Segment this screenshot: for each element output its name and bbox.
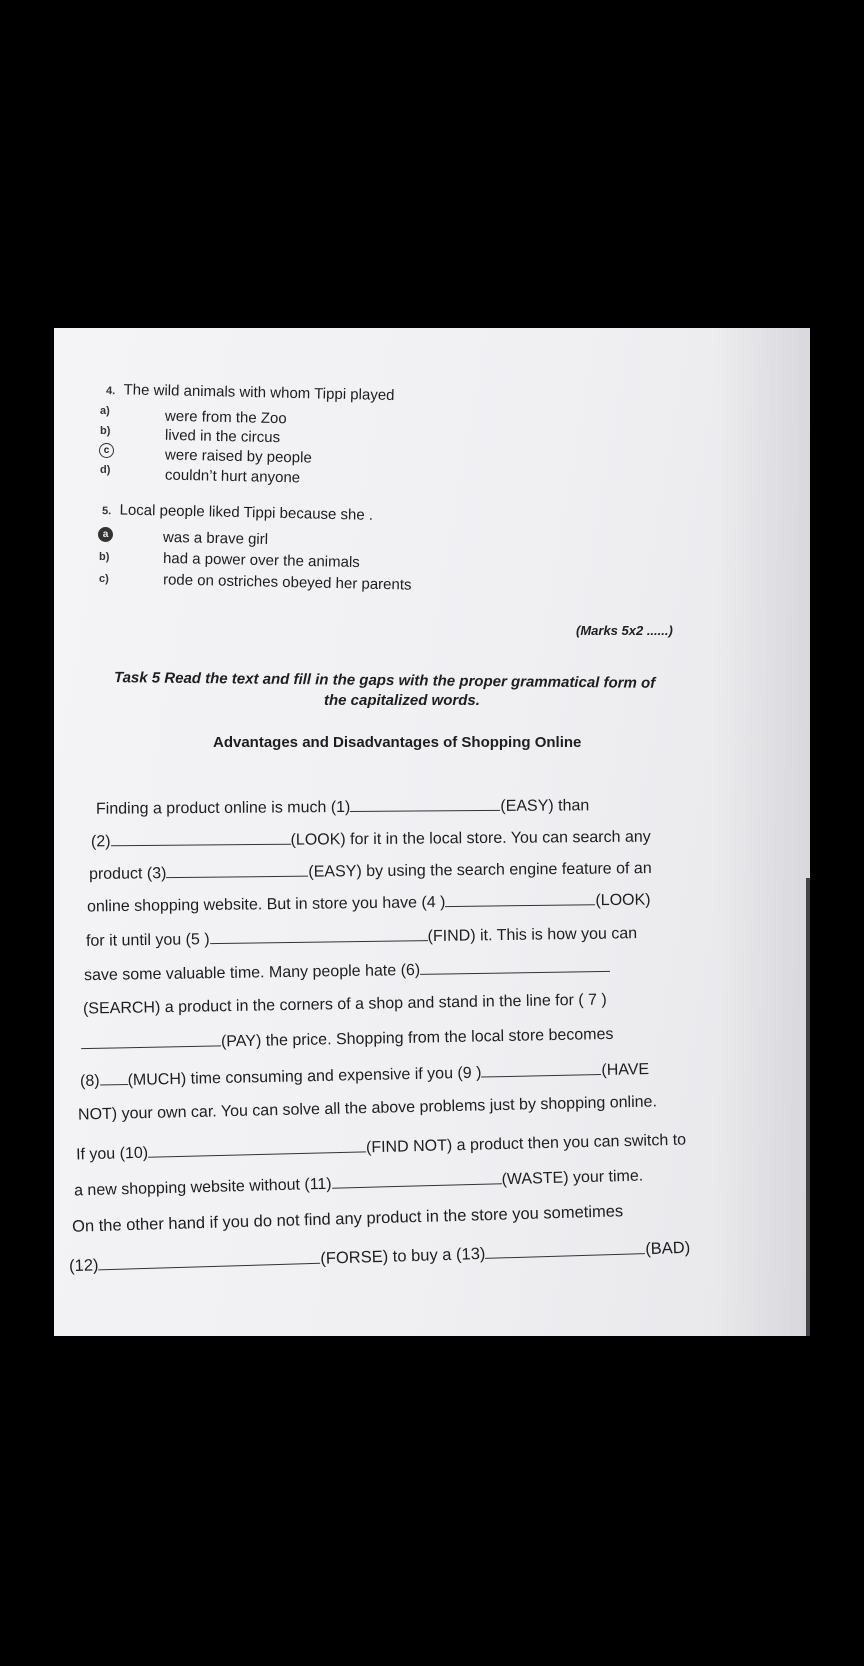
- q4-option-c-text: were raised by people: [164, 446, 312, 467]
- question-4-stem: 4. The wild animals with whom Tippi played: [105, 381, 395, 405]
- q4-option-d-letter: d): [100, 464, 111, 476]
- q4-option-b-letter: b): [100, 425, 111, 437]
- passage-line-3: product (3) (EASY) by using the search engine feature of an: [88, 860, 652, 883]
- gap-5[interactable]: [209, 927, 427, 944]
- gap-1[interactable]: [350, 797, 500, 812]
- passage-line-11: If you (10) (FIND NOT) a product then you can switch to: [75, 1131, 687, 1164]
- gap-9[interactable]: [481, 1061, 601, 1078]
- q4-option-d-text: couldn’t hurt anyone: [164, 466, 301, 487]
- passage-line-13: On the other hand if you do not find any product in the store you sometimes: [71, 1202, 624, 1236]
- q5-option-a-circled: a: [98, 524, 113, 542]
- gap-6[interactable]: [420, 958, 610, 975]
- worksheet-page: [54, 328, 810, 1336]
- page-shadow: [715, 328, 810, 1336]
- passage-line-2: (2) (LOOK) for it in the local store. You can search any: [90, 828, 651, 851]
- q4-option-a-text: were from the Zoo: [164, 407, 287, 428]
- gap-3[interactable]: [166, 863, 308, 878]
- gap-4[interactable]: [445, 891, 595, 907]
- q5-option-a-text: was a brave girl: [162, 528, 269, 549]
- q4-option-c-circled: c: [99, 440, 114, 458]
- passage-line-9: (8) (MUCH) time consuming and expensive if you (9 ) (HAVE: [79, 1061, 650, 1090]
- gap-13[interactable]: [485, 1240, 645, 1259]
- gap-12[interactable]: [98, 1250, 320, 1271]
- passage-line-14: (12) (FORSE) to buy a (13) (BAD): [68, 1238, 691, 1276]
- q4-option-a-letter: a): [100, 405, 110, 417]
- passage-line-1: Finding a product online is much (1) (EASY) than: [95, 797, 590, 818]
- task-instructions-line-1: Task 5 Read the text and fill in the gaps with the proper grammatical form of: [113, 669, 656, 692]
- passage-line-4: online shopping website. But in store you have (4 ) (LOOK): [86, 891, 651, 916]
- gap-7[interactable]: [81, 1032, 221, 1049]
- q5-option-c-letter: c): [99, 573, 109, 585]
- q5-option-b-letter: b): [99, 551, 110, 563]
- task-instructions-line-2: the capitalized words.: [324, 692, 480, 709]
- q5-option-c-text: rode on ostriches obeyed her parents: [162, 571, 412, 594]
- question-5-stem: 5. Local people liked Tippi because she .: [101, 501, 374, 524]
- q4-option-b-text: lived in the circus: [164, 426, 281, 447]
- passage-title: Advantages and Disadvantages of Shopping Online: [213, 734, 582, 751]
- passage-line-5: for it until you (5 ) (FIND) it. This is how you can: [85, 925, 638, 950]
- passage-line-10: NOT) your own car. You can solve all the above problems just by shopping online.: [77, 1093, 658, 1124]
- marks-label: (Marks 5x2 ......): [576, 623, 673, 638]
- gap-2[interactable]: [110, 831, 290, 847]
- gap-8[interactable]: [99, 1071, 127, 1086]
- passage-line-12: a new shopping website without (11) (WASTE) your time.: [73, 1167, 644, 1200]
- gap-10[interactable]: [148, 1138, 366, 1157]
- passage-line-8: (PAY) the price. Shopping from the local store becomes: [81, 1025, 614, 1054]
- q5-option-b-text: had a power over the animals: [162, 549, 360, 572]
- page-edge-line: [806, 878, 810, 1336]
- passage-line-7: (SEARCH) a product in the corners of a shop and stand in the line for ( 7 ): [82, 991, 607, 1018]
- passage-line-6: save some valuable time. Many people hate (6): [84, 958, 610, 985]
- gap-11[interactable]: [331, 1170, 501, 1188]
